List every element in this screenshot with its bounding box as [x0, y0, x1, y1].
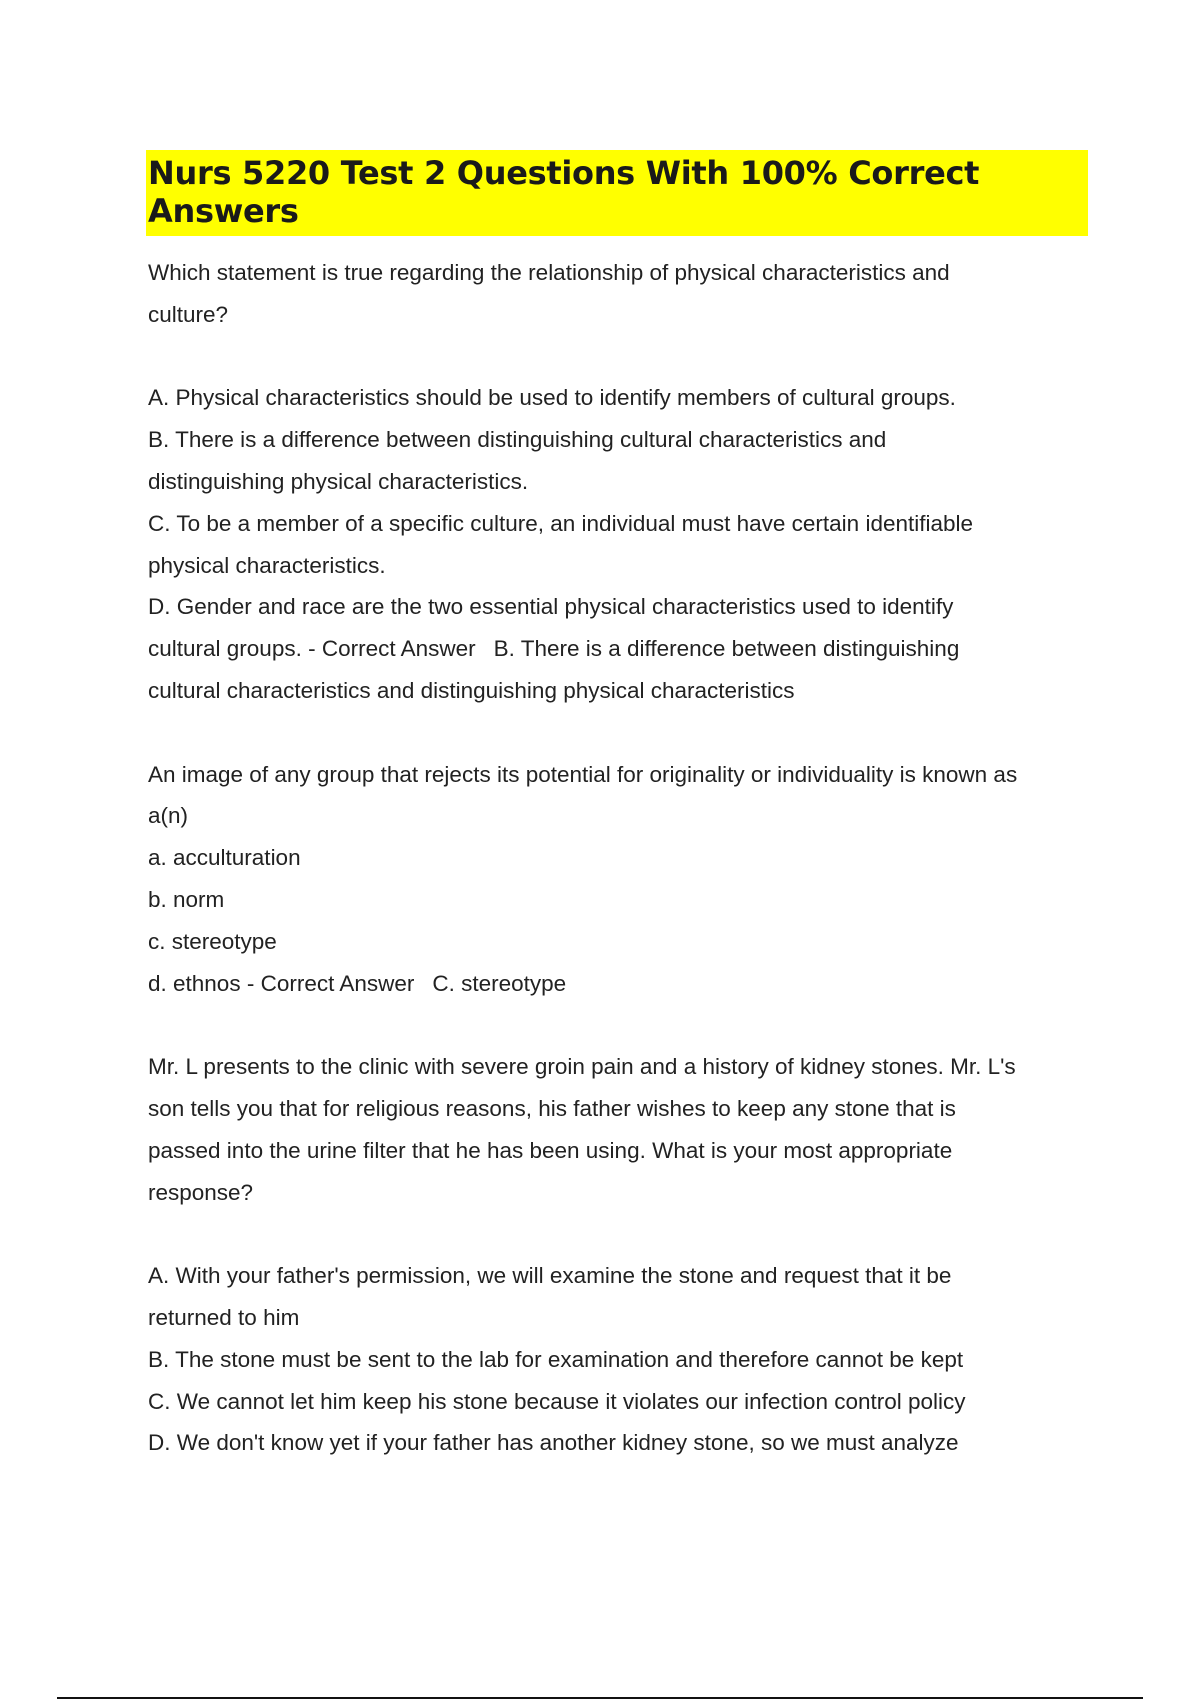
correct-answer-line	[148, 628, 1088, 670]
answer-option-line: A. Physical characteristics should be used to identify members of cultural groups.	[148, 385, 956, 411]
answer-option-line: c. stereotype	[148, 928, 277, 954]
question-2	[148, 754, 1088, 1005]
answer-option-line: C. We cannot let him keep his stone because it violates our infection control policy	[148, 1388, 966, 1414]
answer-option-line: A. With your father's permission, we will examine the stone and request that it be	[148, 1263, 952, 1289]
question-stem-line: response?	[148, 1179, 254, 1205]
answer-option-line: D. Gender and race are the two essential physical characteristics used to identify	[148, 594, 954, 620]
answer-option-line: B. There is a difference between distinguishing cultural characteristics and	[148, 427, 887, 453]
answer-option-line: B. The stone must be sent to the lab for examination and therefore cannot be kept	[148, 1346, 964, 1372]
answer-option-line: physical characteristics.	[148, 552, 386, 578]
question-stem-line: son tells you that for religious reasons, his father wishes to keep any stone that is	[148, 1095, 956, 1121]
correct-answer-text: B. There is a difference between distinguishing	[493, 636, 960, 662]
correct-answer-line	[148, 963, 1088, 1005]
answer-option-line: C. To be a member of a specific culture, an individual must have certain identifiable	[148, 510, 974, 536]
title-highlight	[146, 150, 1088, 236]
question-stem-line: An image of any group that rejects its potential for originality or individuality is known as	[148, 761, 1018, 787]
document-content	[148, 150, 1088, 1464]
correct-answer-continuation: cultural characteristics and distinguishing physical characteristics	[148, 677, 795, 703]
answer-option-line: D. We don't know yet if your father has another kidney stone, so we must analyze	[148, 1430, 959, 1456]
question-stem-line: passed into the urine filter that he has been using. What is your most appropriate	[148, 1137, 953, 1163]
answer-option-line: a. acculturation	[148, 845, 301, 871]
question-1	[148, 252, 1088, 712]
answer-option-line: distinguishing physical characteristics.	[148, 468, 529, 494]
question-stem-line: culture?	[148, 301, 229, 327]
answer-option-line: returned to him	[148, 1304, 300, 1330]
question-stem-line: a(n)	[148, 803, 189, 829]
question-3	[148, 1046, 1088, 1464]
correct-answer-label: cultural groups. - Correct Answer	[148, 636, 476, 662]
document-title: Nurs 5220 Test 2 Questions With 100% Correct Answers	[148, 154, 980, 230]
correct-answer-text: C. stereotype	[432, 970, 567, 996]
correct-answer-label: d. ethnos - Correct Answer	[148, 970, 415, 996]
page-bottom-divider	[57, 1697, 1143, 1699]
question-stem-line: Which statement is true regarding the relationship of physical characteristics and	[148, 260, 950, 285]
question-stem-line: Mr. L presents to the clinic with severe groin pain and a history of kidney stones. Mr. L's	[148, 1054, 1016, 1080]
answer-option-line: b. norm	[148, 886, 225, 912]
